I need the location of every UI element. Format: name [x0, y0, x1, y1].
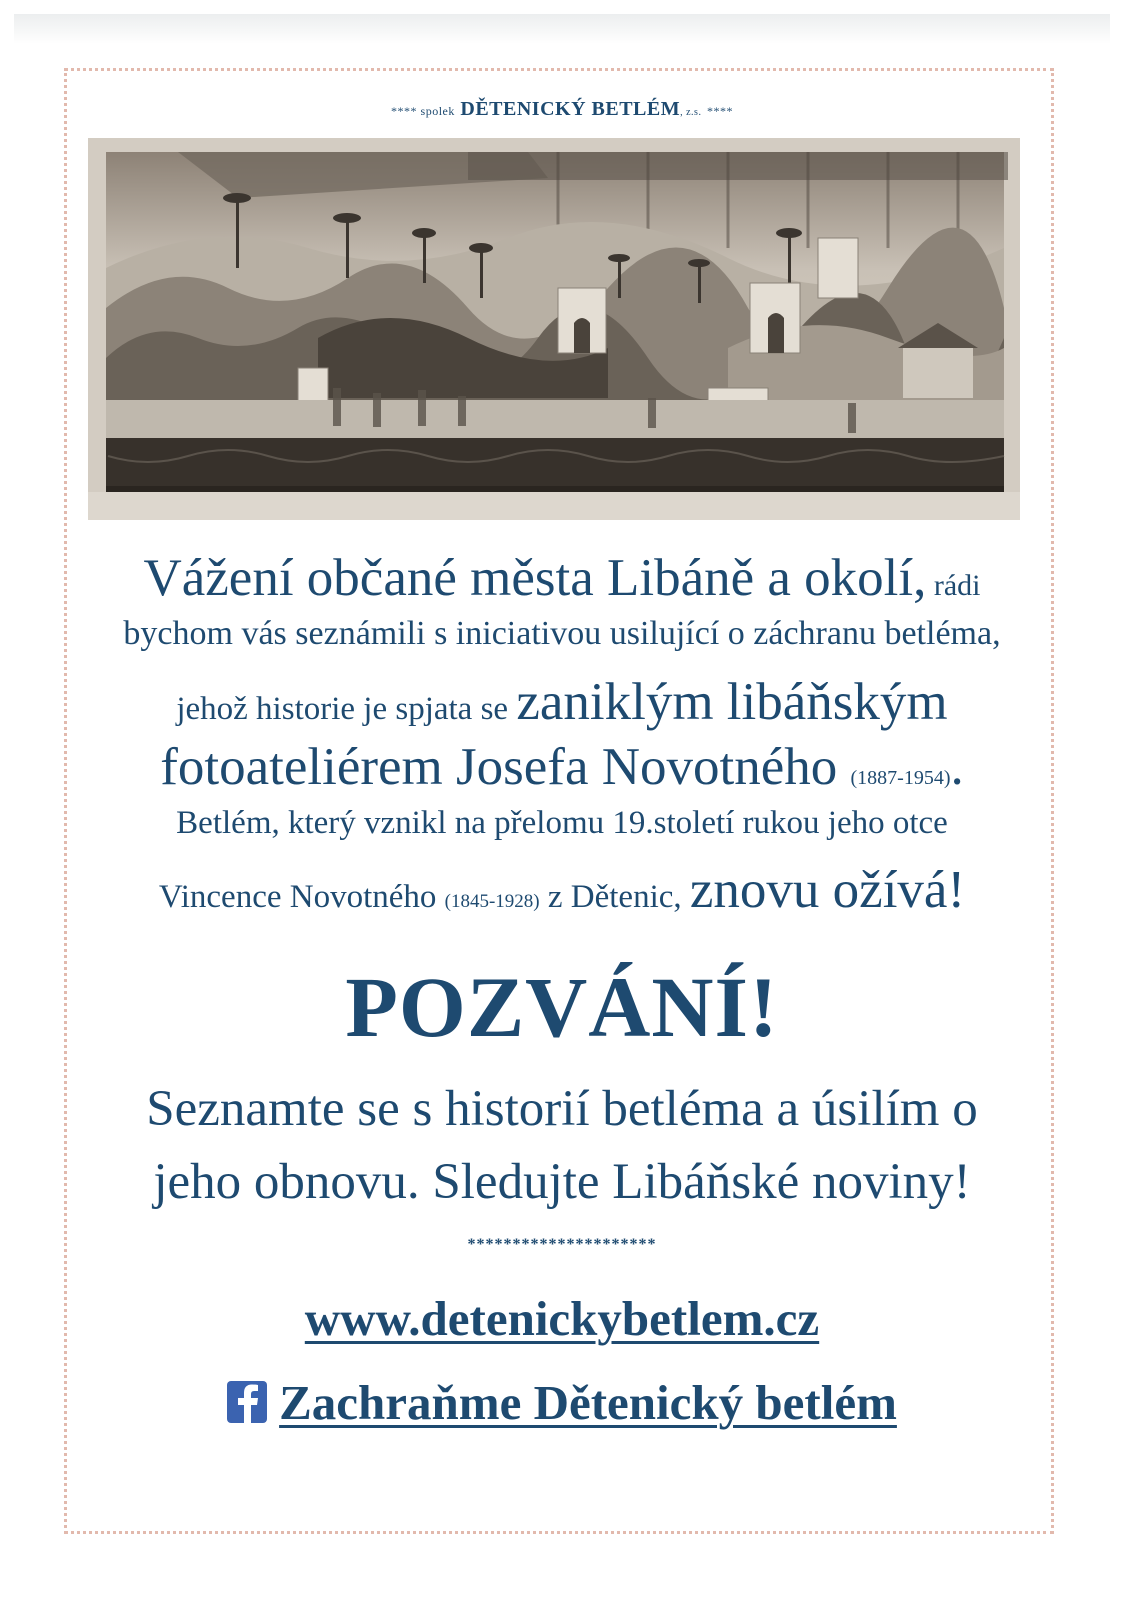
- nativity-scene-photo: [88, 138, 1020, 520]
- invitation-title: POZVÁNÍ!: [345, 959, 779, 1055]
- intro-line-3-large: zaniklým libáňským: [516, 673, 948, 731]
- intro-line-6-a: Vincence Novotného: [158, 879, 445, 915]
- intro-line-4: [90, 737, 1034, 797]
- scan-edge: [14, 14, 1110, 44]
- intro-line-4-years: (1887-1954): [850, 767, 951, 789]
- intro-line-3-small: jehož historie je spjata se: [176, 691, 517, 727]
- tagline-stars: ****: [706, 104, 733, 118]
- intro-line-6-years: (1845-1928): [444, 891, 540, 912]
- org-name: DĚTENICKÝ BETLÉM: [460, 98, 681, 120]
- tagline-prefix: **** spolek: [391, 104, 455, 118]
- intro-line-5: Betlém, který vznikl na přelomu 19.století rukou jeho otce: [176, 805, 948, 841]
- intro-line-3: [90, 672, 1034, 732]
- cta-line-1: Seznamte se s historií betléma a úsilím o: [146, 1081, 978, 1137]
- tagline-suffix: , z.s.: [680, 107, 702, 118]
- intro-line-6-b: z Dětenic,: [539, 879, 690, 915]
- header-tagline: [0, 98, 1124, 121]
- facebook-icon: [227, 1381, 267, 1423]
- intro-line-6-large: znovu ožívá!: [689, 861, 966, 919]
- intro-line-2: bychom vás seznámili s iniciativou usilující o záchranu betléma,: [123, 615, 1001, 652]
- intro-line-1: [90, 548, 1034, 608]
- intro-line-6: [90, 860, 1034, 920]
- cta-line-2: jeho obnovu. Sledujte Libáňské noviny!: [153, 1154, 971, 1210]
- intro-line-4-large: fotoateliérem Josefa Novotného: [160, 738, 851, 796]
- facebook-page-name: Zachraňme Dětenický betlém: [279, 1375, 897, 1430]
- intro-line-1-large: Vážení občané města Libáně a okolí,: [143, 549, 927, 607]
- intro-line-4-period: .: [950, 738, 964, 796]
- website-link[interactable]: www.detenickybetlem.cz: [304, 1291, 820, 1346]
- star-divider: *********************: [467, 1236, 657, 1253]
- facebook-link[interactable]: [0, 1374, 1124, 1431]
- intro-line-1-small: rádi: [926, 569, 981, 602]
